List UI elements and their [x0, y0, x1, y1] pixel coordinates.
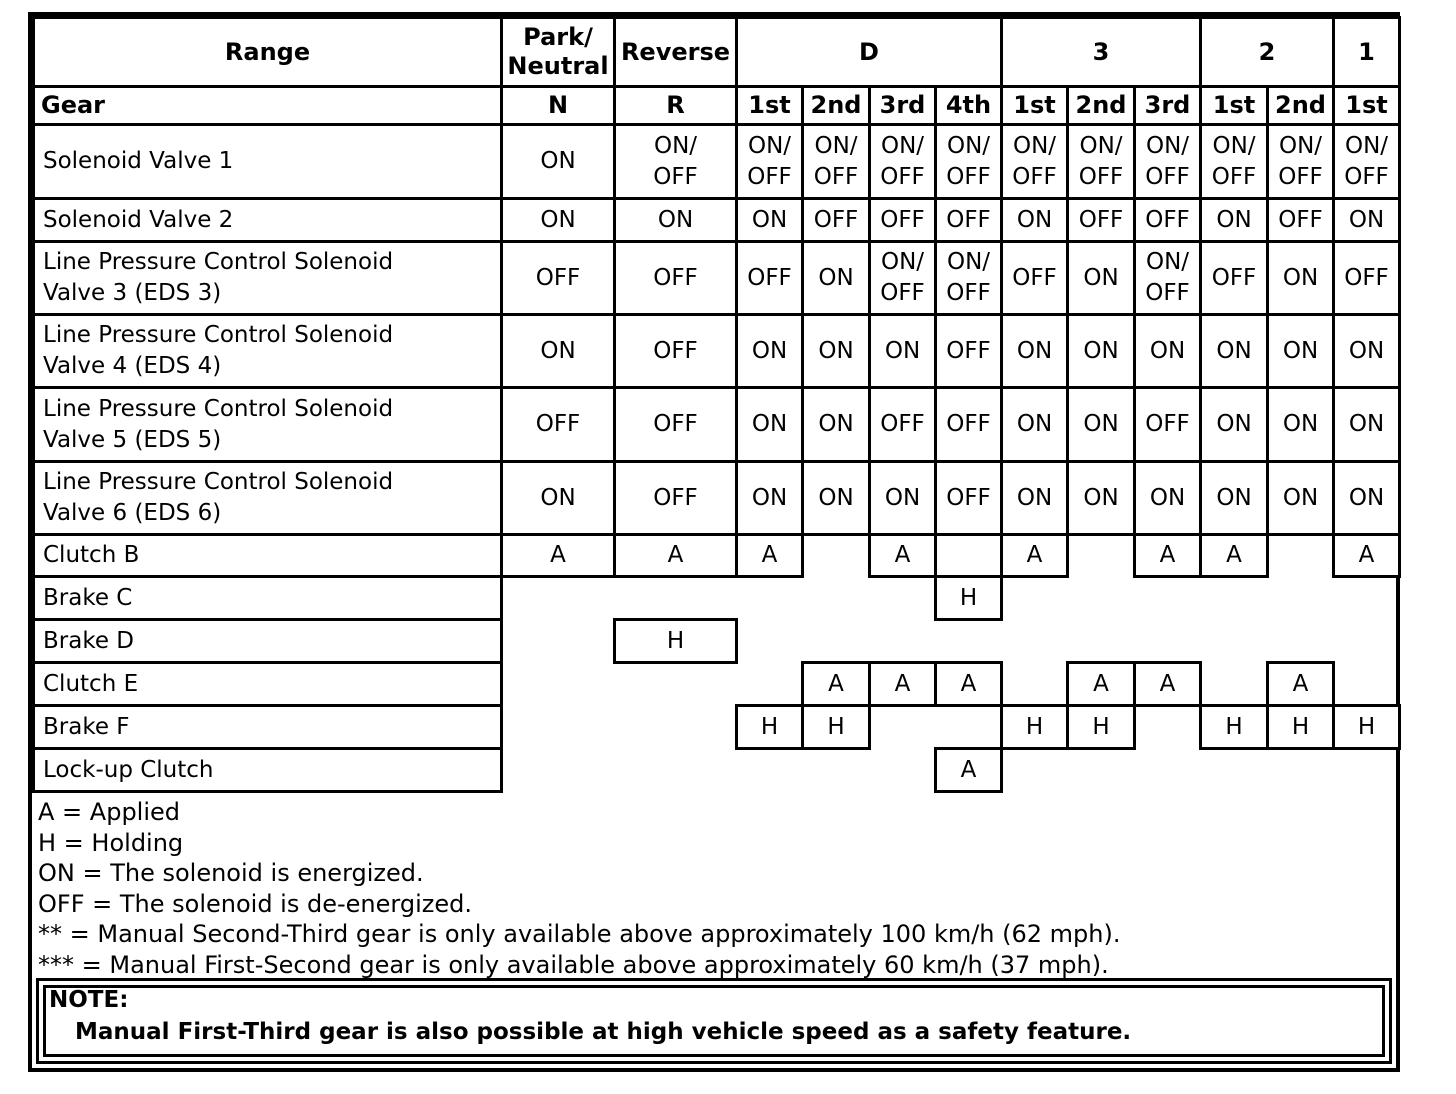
- state-cell: ON: [868, 313, 937, 389]
- state-cell: ON: [613, 197, 738, 243]
- state-cell: H: [801, 704, 871, 750]
- component-label: Brake D: [32, 618, 503, 664]
- state-cell: A: [1000, 533, 1069, 578]
- state-cell: A: [613, 533, 738, 578]
- component-label: Clutch E: [32, 661, 503, 707]
- state-cell: ON/ OFF: [801, 123, 871, 200]
- legend-line: A = Applied: [38, 798, 181, 826]
- legend-line: *** = Manual First-Second gear is only available above approximately 60 km/h (37 mph).: [38, 950, 1109, 979]
- state-cell: OFF: [934, 313, 1003, 389]
- state-cell: ON: [1066, 460, 1136, 536]
- legend-line: H = Holding: [38, 828, 184, 857]
- state-cell: ON: [1266, 313, 1335, 389]
- legend: [38, 797, 1121, 980]
- state-cell: ON: [1266, 386, 1335, 463]
- state-cell: OFF: [1000, 240, 1069, 316]
- state-cell: OFF: [868, 197, 937, 243]
- range-column-header: D: [735, 16, 1003, 88]
- state-cell: A: [1199, 533, 1269, 578]
- state-cell: OFF: [1133, 197, 1202, 243]
- state-cell: A: [735, 533, 804, 578]
- state-cell: ON/ OFF: [1199, 123, 1269, 200]
- state-cell: A: [1266, 661, 1335, 707]
- state-cell: A: [868, 533, 937, 578]
- state-cell: OFF: [868, 386, 937, 463]
- state-cell: ON/ OFF: [1133, 123, 1202, 200]
- gear-column-header: 2nd: [1066, 85, 1136, 126]
- note-title: NOTE:: [49, 987, 129, 1013]
- state-cell: ON: [1332, 460, 1401, 536]
- state-cell: A: [1066, 661, 1136, 707]
- component-label: Line Pressure Control Solenoid Valve 5 (EDS 5): [32, 386, 503, 463]
- state-cell: OFF: [613, 460, 738, 536]
- state-cell: OFF: [1199, 240, 1269, 316]
- gear-column-header: R: [613, 85, 738, 126]
- gear-column-header: 2nd: [801, 85, 871, 126]
- state-cell: OFF: [1066, 197, 1136, 243]
- note-box: [36, 978, 1392, 1064]
- state-cell: ON: [1332, 313, 1401, 389]
- state-cell: A: [1332, 533, 1401, 578]
- state-cell: ON: [1000, 460, 1069, 536]
- state-cell: ON: [801, 460, 871, 536]
- state-cell: ON: [1133, 460, 1202, 536]
- state-cell: ON/ OFF: [613, 123, 738, 200]
- state-cell: H: [735, 704, 804, 750]
- state-cell: OFF: [1266, 197, 1335, 243]
- state-cell: OFF: [613, 313, 738, 389]
- state-cell: A: [934, 747, 1003, 793]
- gear-column-header: 4th: [934, 85, 1003, 126]
- state-cell: ON/ OFF: [934, 123, 1003, 200]
- state-cell: ON: [1133, 313, 1202, 389]
- component-label: Line Pressure Control Solenoid Valve 6 (EDS 6): [32, 460, 503, 536]
- state-cell: ON: [1332, 386, 1401, 463]
- component-label: Solenoid Valve 2: [32, 197, 503, 243]
- state-cell: ON: [1199, 460, 1269, 536]
- state-cell: ON: [1199, 197, 1269, 243]
- state-cell: ON/ OFF: [868, 123, 937, 200]
- gear-column-header: 2nd: [1266, 85, 1335, 126]
- gear-column-header: 1st: [1199, 85, 1269, 126]
- state-cell: ON: [801, 313, 871, 389]
- state-cell: ON: [735, 386, 804, 463]
- component-label: Line Pressure Control Solenoid Valve 4 (EDS 4): [32, 313, 503, 389]
- legend-line: ** = Manual Second-Third gear is only available above approximately 100 km/h (62 mph).: [38, 920, 1121, 948]
- state-cell: ON: [1266, 240, 1335, 316]
- state-cell: ON/ OFF: [1332, 123, 1401, 200]
- state-cell: ON: [500, 123, 616, 200]
- state-cell: ON/ OFF: [1266, 123, 1335, 200]
- state-cell: ON: [500, 197, 616, 243]
- state-cell: A: [868, 661, 937, 707]
- state-cell: ON: [735, 313, 804, 389]
- range-column-header: Park/ Neutral: [500, 16, 616, 88]
- gear-column-header: N: [500, 85, 616, 126]
- state-cell: ON: [1266, 460, 1335, 536]
- state-cell: ON: [1000, 386, 1069, 463]
- gear-column-header: 1st: [735, 85, 804, 126]
- state-cell: OFF: [613, 240, 738, 316]
- component-label: Clutch B: [32, 533, 503, 578]
- component-label: Line Pressure Control Solenoid Valve 3 (EDS 3): [32, 240, 503, 316]
- component-label: Lock-up Clutch: [32, 747, 503, 793]
- state-cell: A: [1133, 533, 1202, 578]
- state-cell: ON: [801, 386, 871, 463]
- state-cell: ON/ OFF: [1133, 240, 1202, 316]
- state-cell: ON: [1000, 313, 1069, 389]
- state-cell: OFF: [801, 197, 871, 243]
- range-header: Range: [32, 16, 503, 88]
- state-cell: OFF: [735, 240, 804, 316]
- state-cell: OFF: [500, 386, 616, 463]
- range-column-header: 1: [1332, 16, 1401, 88]
- state-cell: OFF: [934, 386, 1003, 463]
- note-text: Manual First-Third gear is also possible at high vehicle speed as a safety feature.: [75, 1019, 1132, 1045]
- state-cell: H: [1199, 704, 1269, 750]
- state-cell: ON: [735, 197, 804, 243]
- component-label: Brake F: [32, 704, 503, 750]
- state-cell: OFF: [613, 386, 738, 463]
- state-cell: ON: [1199, 386, 1269, 463]
- state-cell: ON: [735, 460, 804, 536]
- state-cell: A: [1133, 661, 1202, 707]
- gear-column-header: 3rd: [1133, 85, 1202, 126]
- component-label: Solenoid Valve 1: [32, 123, 503, 200]
- range-column-header: 3: [1000, 16, 1202, 88]
- gear-column-header: 1st: [1332, 85, 1401, 126]
- gear-column-header: 3rd: [868, 85, 937, 126]
- state-cell: ON: [500, 313, 616, 389]
- state-cell: OFF: [1133, 386, 1202, 463]
- state-cell: H: [1266, 704, 1335, 750]
- state-cell: OFF: [934, 460, 1003, 536]
- state-cell: ON: [1066, 240, 1136, 316]
- state-cell: ON: [1066, 313, 1136, 389]
- state-cell: ON/ OFF: [934, 240, 1003, 316]
- state-cell: ON: [868, 460, 937, 536]
- state-cell: ON: [1000, 197, 1069, 243]
- state-cell: H: [934, 575, 1003, 621]
- legend-line: OFF = The solenoid is de-energized.: [38, 889, 472, 918]
- gear-header: Gear: [32, 85, 503, 126]
- state-cell: ON: [1332, 197, 1401, 243]
- legend-line: ON = The solenoid is energized.: [38, 859, 424, 887]
- range-column-header: Reverse: [613, 16, 738, 88]
- state-cell: ON: [1199, 313, 1269, 389]
- state-cell: H: [1066, 704, 1136, 750]
- state-cell: H: [1332, 704, 1401, 750]
- state-cell: H: [613, 618, 738, 664]
- range-column-header: 2: [1199, 16, 1335, 88]
- state-cell: A: [500, 533, 616, 578]
- gear-column-header: 1st: [1000, 85, 1069, 126]
- state-cell: ON: [500, 460, 616, 536]
- state-cell: ON/ OFF: [868, 240, 937, 316]
- state-cell: A: [801, 661, 871, 707]
- state-cell: OFF: [934, 197, 1003, 243]
- state-cell: OFF: [500, 240, 616, 316]
- state-cell: OFF: [1332, 240, 1401, 316]
- component-label: Brake C: [32, 575, 503, 621]
- state-cell: H: [1000, 704, 1069, 750]
- state-cell: A: [934, 661, 1003, 707]
- state-cell: ON/ OFF: [735, 123, 804, 200]
- state-cell: ON: [801, 240, 871, 316]
- state-cell: ON/ OFF: [1000, 123, 1069, 200]
- state-cell: ON/ OFF: [1066, 123, 1136, 200]
- state-cell: ON: [1066, 386, 1136, 463]
